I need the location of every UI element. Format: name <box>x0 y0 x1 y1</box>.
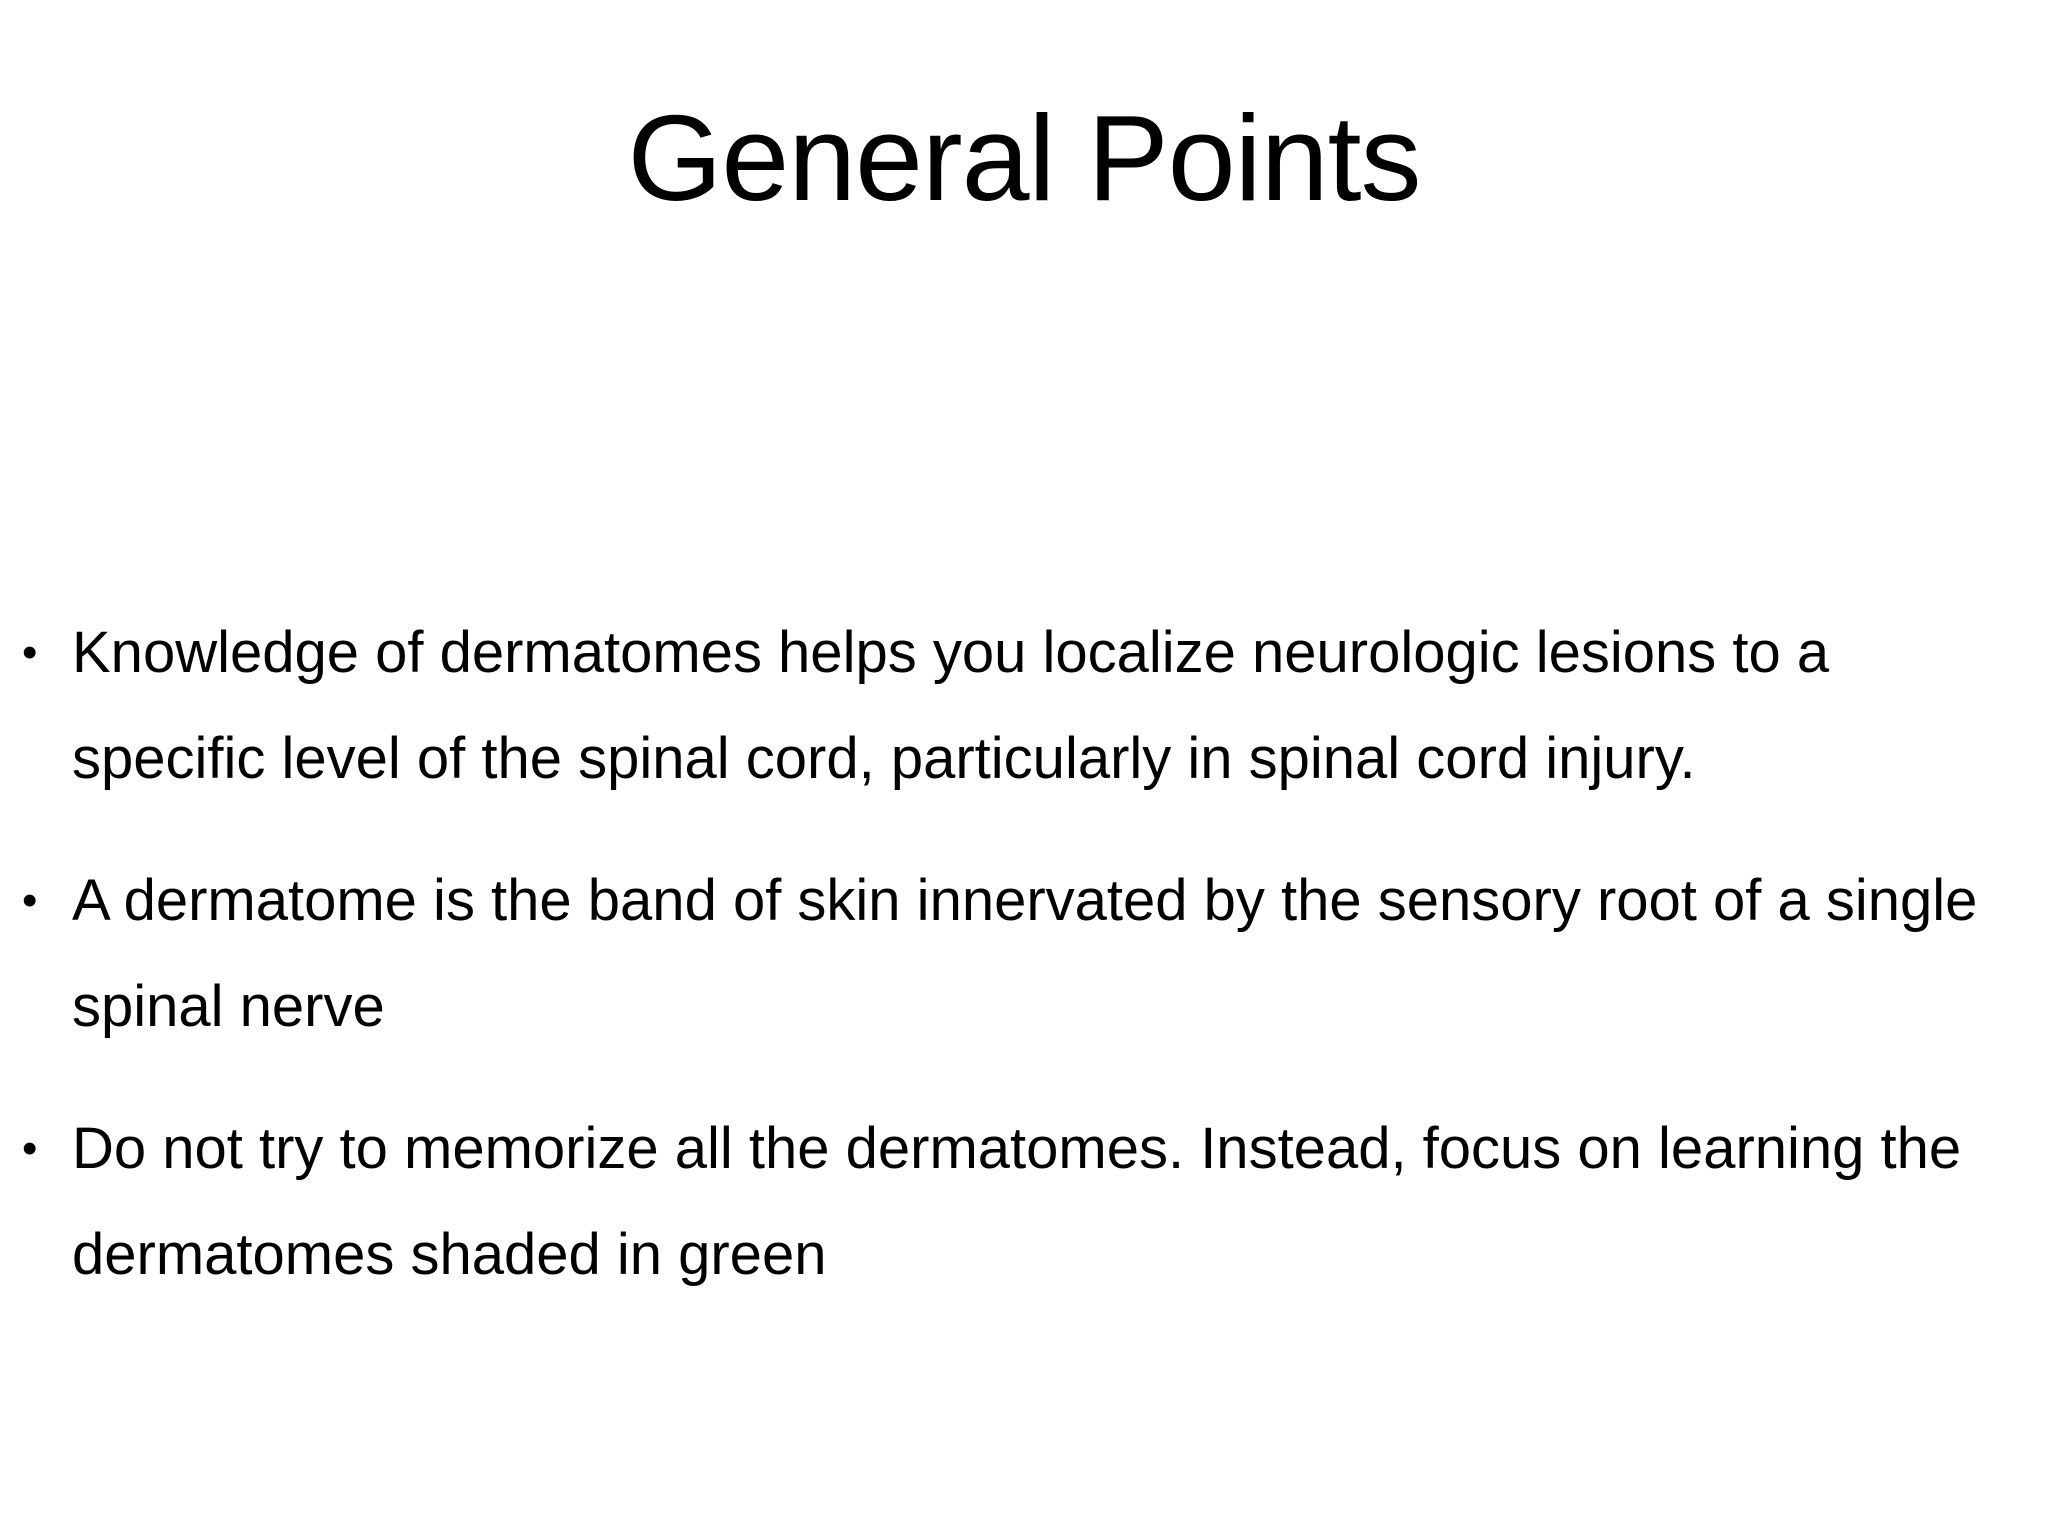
bullet-list <box>22 600 2032 1344</box>
bullet-item <box>22 848 2032 1060</box>
bullet-text: A dermatome is the band of skin innervated by the sensory root of a single spinal nerve <box>72 868 1978 1039</box>
bullet-dot-icon: • <box>22 628 38 677</box>
bullet-dot-icon: • <box>22 876 38 925</box>
slide-title: General Points <box>627 90 1421 226</box>
bullet-item <box>22 600 2032 812</box>
bullet-text: Do not try to memorize all the dermatomes. Instead, focus on learning the dermatomes shaded in green <box>72 1116 1962 1287</box>
bullet-item <box>22 1096 2032 1308</box>
bullet-dot-icon: • <box>22 1124 38 1173</box>
bullet-text: Knowledge of dermatomes helps you localize neurologic lesions to a specific level of the spinal cord, particularly in spinal cord injury. <box>72 620 1830 791</box>
